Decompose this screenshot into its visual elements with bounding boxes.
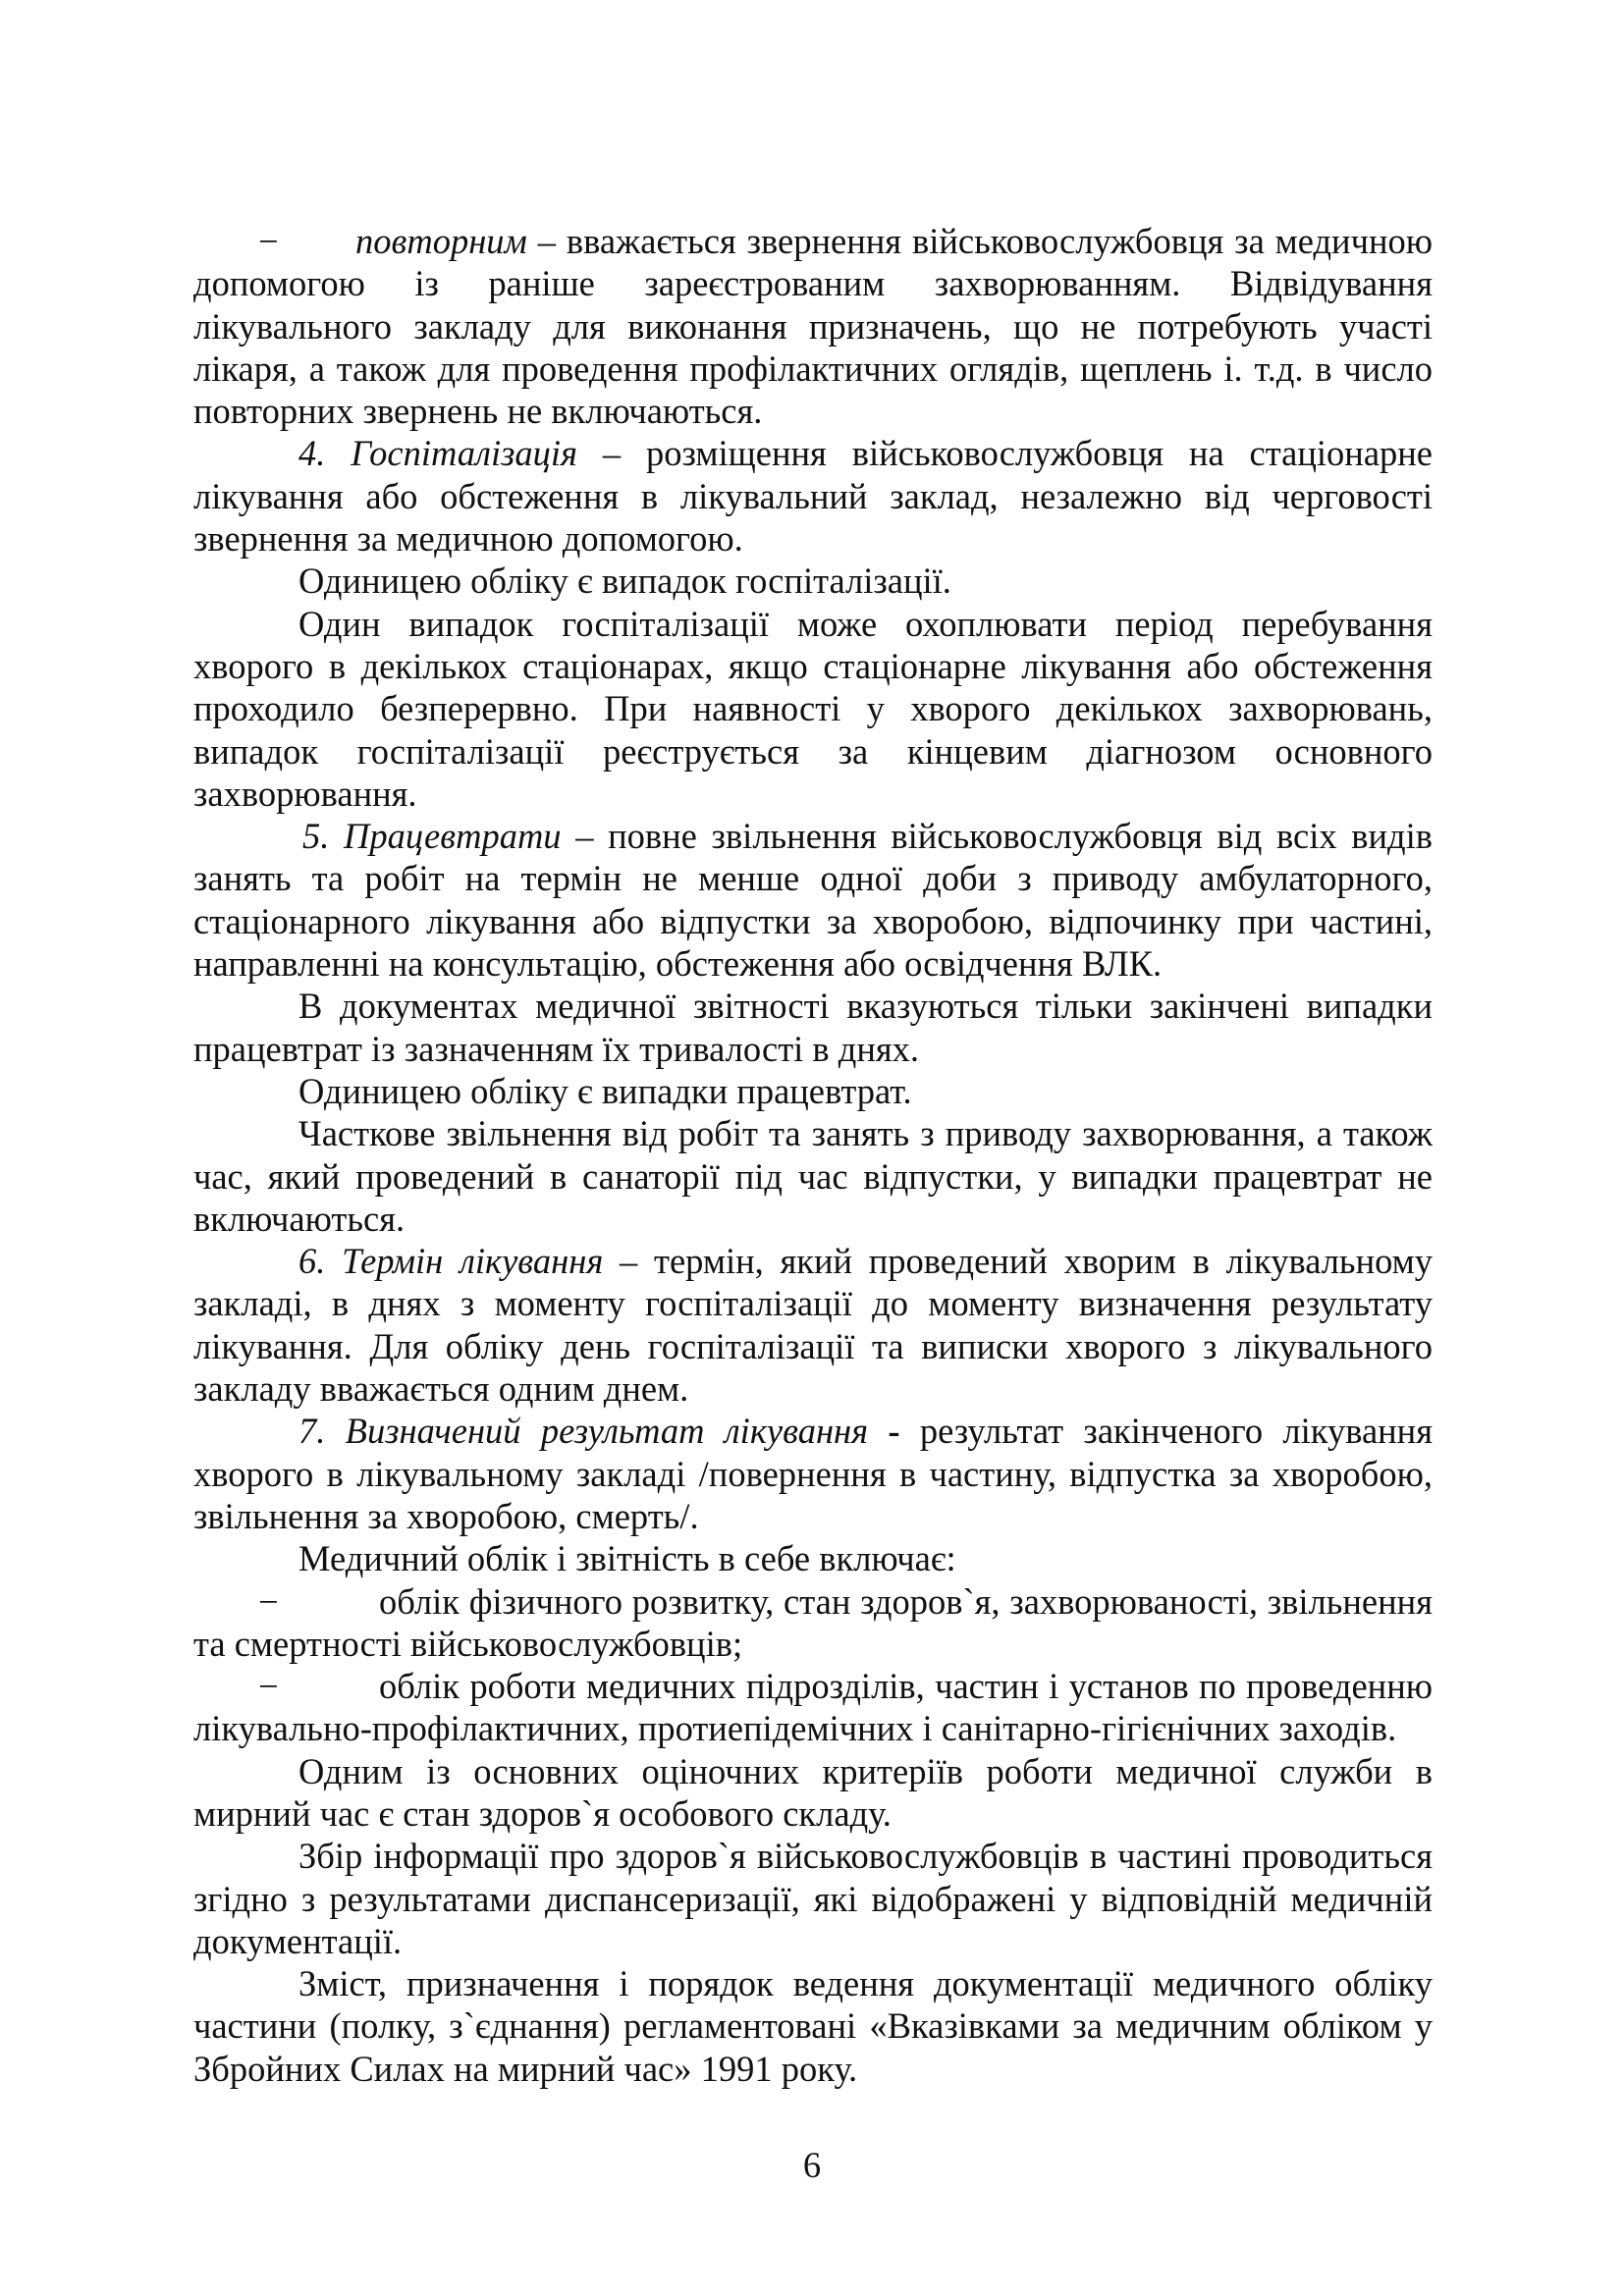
term-treatment-result: Визначений результат лікування [345, 1411, 869, 1452]
dash-bullet: − [258, 1666, 279, 1707]
list-item-text: облік роботи медичних підрозділів, частин і установ по проведенню лікувально-профілактичних, протиепідемічних і санітарно-гігієнічних заходів. [193, 1666, 1433, 1749]
paragraph-work-loss-definition [193, 815, 1433, 985]
document-page [193, 220, 1433, 2090]
list-item-physical-development [193, 1580, 1433, 1666]
section-number: 4. [298, 433, 326, 474]
paragraph-partial-release: Часткове звільнення від робіт та занять з приводу захворювання, а також час, який проведений в санаторії під час відпустки, у випадки працевтрат не включаються. [193, 1113, 1433, 1239]
paragraph-hospitalization-case: Один випадок госпіталізації може охоплювати період перебування хворого в декількох стаціонарах, якщо стаціонарне лікування або обстеження проходило безперервно. При наявності у хворого декількох захворювань, випадок госпіталізації реєструється за кінцевим діагнозом основного захворювання. [193, 603, 1433, 814]
paragraph-documentation-regulations: Зміст, призначення і порядок ведення документації медичного обліку частини (полку, з`єднання) регламентовані «Вказівками за медичним обліком у Збройних Силах на мирний час» 1991 року. [193, 1963, 1433, 2089]
section-number: 7. [298, 1411, 326, 1452]
paragraph-text: – вважається звернення військовослужбовця за медичною допомогою із раніше зареєстрованим захворюванням. Відвідування лікувального закладу для виконання призначень, що не потребують участі лікаря, а також для проведення профілактичних оглядів, щеплень і. т.д. в число повторних звернень не включаються. [193, 221, 1433, 432]
term-work-loss: Працевтрати [344, 816, 562, 857]
separator-hyphen: - [868, 1411, 920, 1452]
paragraph-hospitalization-unit: Одиницею обліку є випадок госпіталізації. [298, 561, 951, 602]
section-number: 5. [302, 816, 330, 857]
list-item-medical-units-work [193, 1665, 1433, 1750]
paragraph-text: – повне звільнення військовослужбовця від всіх видів занять та робіт на термін не менше одної доби з приводу амбулаторного, стаціонарного лікування або відпустки за хворобою, відпочинку при частині, направленні на консультацію, обстеження або освідчення ВЛК. [193, 816, 1433, 985]
term-hospitalization: Госпіталізація [351, 433, 577, 474]
section-number: 6. [298, 1241, 326, 1282]
paragraph-work-loss-unit: Одиницею обліку є випадки працевтрат. [298, 1070, 912, 1111]
dash-bullet: − [258, 1580, 279, 1622]
paragraph-treatment-result-definition [193, 1410, 1433, 1537]
paragraph-repeat-visit-definition [193, 220, 1433, 432]
dash-bullet: − [258, 221, 279, 261]
paragraph-medical-accounting-includes: Медичний облік і звітність в себе включає: [298, 1538, 956, 1579]
paragraph-treatment-term-definition [193, 1240, 1433, 1410]
paragraph-text: – розміщення військовослужбовця на стаціонарне лікування або обстеження в лікувальний заклад, незалежно від черговості звернення за медичною допомогою. [193, 433, 1433, 560]
term-repeat: повторним [355, 221, 527, 261]
paragraph-text: результат закінченого лікування хворого в лікувальному закладі /повернення в частину, відпустка за хворобою, звільнення за хворобою, смерть/. [193, 1411, 1434, 1536]
paragraph-work-loss-reporting: В документах медичної звітності вказуються тільки закінчені випадки працевтрат із зазначенням їх тривалості в днях. [193, 986, 1433, 1069]
paragraph-hospitalization-definition [193, 432, 1433, 560]
list-item-text: облік фізичного розвитку, стан здоров`я, захворюваності, звільнення та смертності військовослужбовців; [193, 1580, 1433, 1664]
paragraph-text: – термін, який проведений хворим в лікувальному закладі, в днях з моменту госпіталізації до моменту визначення результату лікування. Для обліку день госпіталізації та виписки хворого з лікувального закладу вважається одним днем. [193, 1241, 1434, 1410]
term-treatment-term: Термін лікування [342, 1241, 604, 1282]
paragraph-evaluation-criteria: Одним із основних оціночних критеріїв роботи медичної служби в мирний час є стан здоров`я особового складу. [193, 1750, 1433, 1834]
page-number: 6 [802, 2145, 822, 2185]
paragraph-information-collection: Збір інформації про здоров`я військовослужбовців в частині проводиться згідно з результатами диспансеризації, які відображені у відповідній медичній документації. [193, 1836, 1433, 1961]
